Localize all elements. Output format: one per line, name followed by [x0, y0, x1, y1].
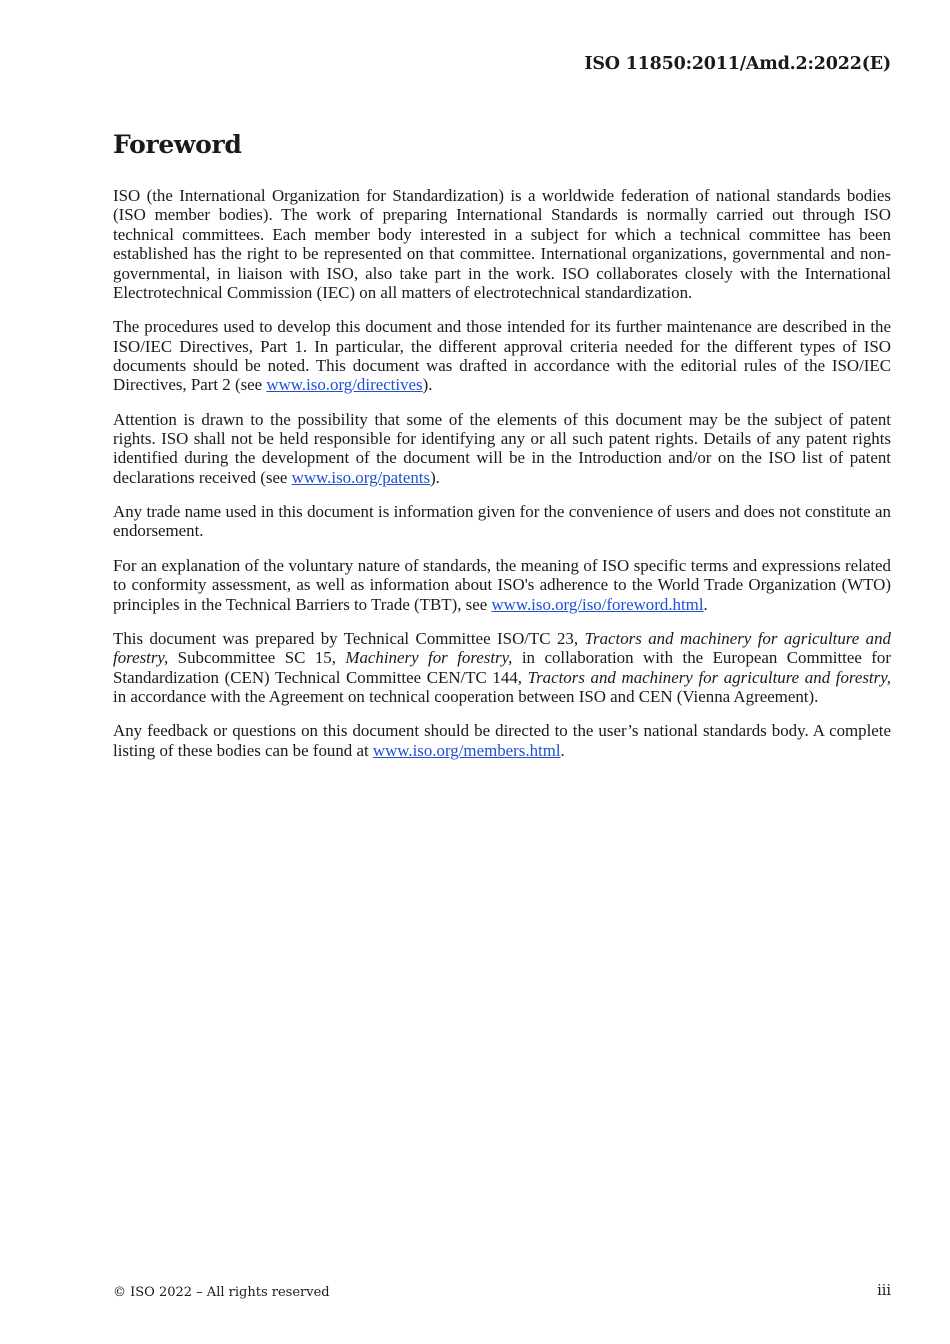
- paragraph-text: This document was prepared by Technical Committee ISO/TC 23,: [113, 628, 585, 648]
- paragraph-text: The procedures used to develop this document and those intended for its further maintenance are described in the ISO/IEC Directives, Part 1. In particular, the different approval criteria needed for the different types of ISO documents should be noted. This document was drafted in accordance with the editorial rules of the ISO/IEC Directives, Part 2 (see: [113, 317, 891, 395]
- paragraph-text: ).: [430, 467, 440, 487]
- paragraph-prepared-by: [113, 629, 891, 707]
- foreword-body: [113, 186, 891, 775]
- page-number: iii: [877, 1283, 891, 1299]
- paragraph-iso-intro: ISO (the International Organization for Standardization) is a worldwide federation of national standards bodies (ISO member bodies). The work of preparing International Standards is normally carried out through ISO technical committees. Each member body interested in a subject for which a technical committee has been established has the right to be represented on that committee. International organizations, governmental and non-governmental, in liaison with ISO, also take part in the work. ISO collaborates closely with the International Electrotechnical Commission (IEC) on all matters of electrotechnical standardization.: [113, 186, 891, 303]
- document-id-header: ISO 11850:2011/Amd.2:2022(E): [584, 54, 891, 74]
- paragraph-patents: [113, 410, 891, 488]
- paragraph-text: Attention is drawn to the possibility that some of the elements of this document may be the subject of patent rights. ISO shall not be held responsible for identifying any or all such patent rights. Details of any patent rights identified during the development of the document will be in the Introduction and/or on the ISO list of patent declarations received (see: [113, 409, 891, 487]
- paragraph-text: Any feedback or questions on this document should be directed to the user’s national standards body. A complete listing of these bodies can be found at: [113, 721, 891, 760]
- paragraph-text: .: [703, 594, 708, 614]
- paragraph-text: in accordance with the Agreement on technical cooperation between ISO and CEN (Vienna Agreement).: [113, 686, 819, 706]
- paragraph-feedback: [113, 721, 891, 760]
- patents-link[interactable]: www.iso.org/patents: [291, 467, 431, 487]
- paragraph-text: For an explanation of the voluntary nature of standards, the meaning of ISO specific terms and expressions related to conformity assessment, as well as information about ISO's adherence to the World Trade Organization (WTO) principles in the Technical Barriers to Trade (TBT), see: [113, 555, 891, 614]
- paragraph-procedures: [113, 317, 891, 395]
- members-link[interactable]: www.iso.org/members.html: [372, 740, 561, 760]
- paragraph-trade-name: Any trade name used in this document is information given for the convenience of users and does not constitute an endorsement.: [113, 502, 891, 541]
- copyright-footer: © ISO 2022 – All rights reserved: [113, 1285, 330, 1300]
- paragraph-text: .: [560, 740, 565, 760]
- directives-link[interactable]: www.iso.org/directives: [266, 375, 423, 395]
- paragraph-voluntary-nature: [113, 556, 891, 614]
- paragraph-text: in collaboration with the European Committee for Standardization (CEN) Technical Committee CEN/TC 144,: [113, 648, 891, 687]
- subcommittee-title-italic: Machinery for forestry,: [345, 648, 513, 668]
- committee-title-italic: Tractors and machinery for agriculture and forestry,: [113, 628, 892, 668]
- paragraph-text: ).: [422, 375, 433, 395]
- cen-committee-title-italic: Tractors and machinery for agriculture and forestry,: [527, 667, 891, 687]
- foreword-link[interactable]: www.iso.org/iso/foreword.html: [491, 594, 704, 614]
- page-title: Foreword: [113, 130, 242, 159]
- paragraph-text: Subcommittee SC 15,: [168, 648, 346, 668]
